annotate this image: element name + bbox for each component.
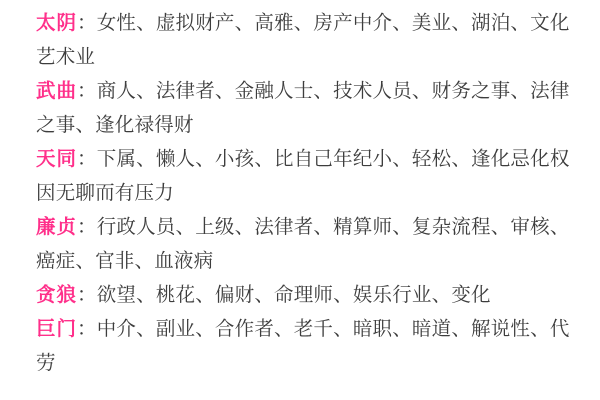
star-name: 贪狼: [36, 283, 78, 306]
separator: ：: [77, 147, 97, 170]
star-description: 女性、虚拟财产、高雅、房产中介、美业、湖泊、文化艺术业: [36, 11, 570, 68]
star-description: 欲望、桃花、偏财、命理师、娱乐行业、变化: [96, 283, 491, 306]
star-description: 下属、懒人、小孩、比自己年纪小、轻松、逢化忌化权因无聊而有压力: [36, 147, 570, 204]
star-description: 中介、副业、合作者、老千、暗职、暗道、解说性、代劳: [36, 317, 570, 374]
star-name: 廉贞: [36, 215, 78, 238]
list-item: [36, 74, 586, 142]
separator: ：: [77, 317, 97, 340]
list-item: [36, 312, 586, 380]
separator: ：: [77, 215, 97, 238]
list-item: [36, 6, 586, 74]
star-name: 天同: [36, 147, 78, 170]
star-description: 商人、法律者、金融人士、技术人员、财务之事、法律之事、逢化禄得财: [36, 79, 570, 136]
list-item: [36, 210, 586, 278]
star-name: 太阴: [36, 11, 78, 34]
separator: ：: [77, 79, 97, 102]
separator: ：: [77, 11, 97, 34]
star-description: 行政人员、上级、法律者、精算师、复杂流程、审核、癌症、官非、血液病: [36, 215, 570, 272]
list-item: [36, 278, 586, 312]
star-name: 巨门: [36, 317, 78, 340]
star-name: 武曲: [36, 79, 78, 102]
list-item: [36, 142, 586, 210]
separator: ：: [77, 283, 97, 306]
